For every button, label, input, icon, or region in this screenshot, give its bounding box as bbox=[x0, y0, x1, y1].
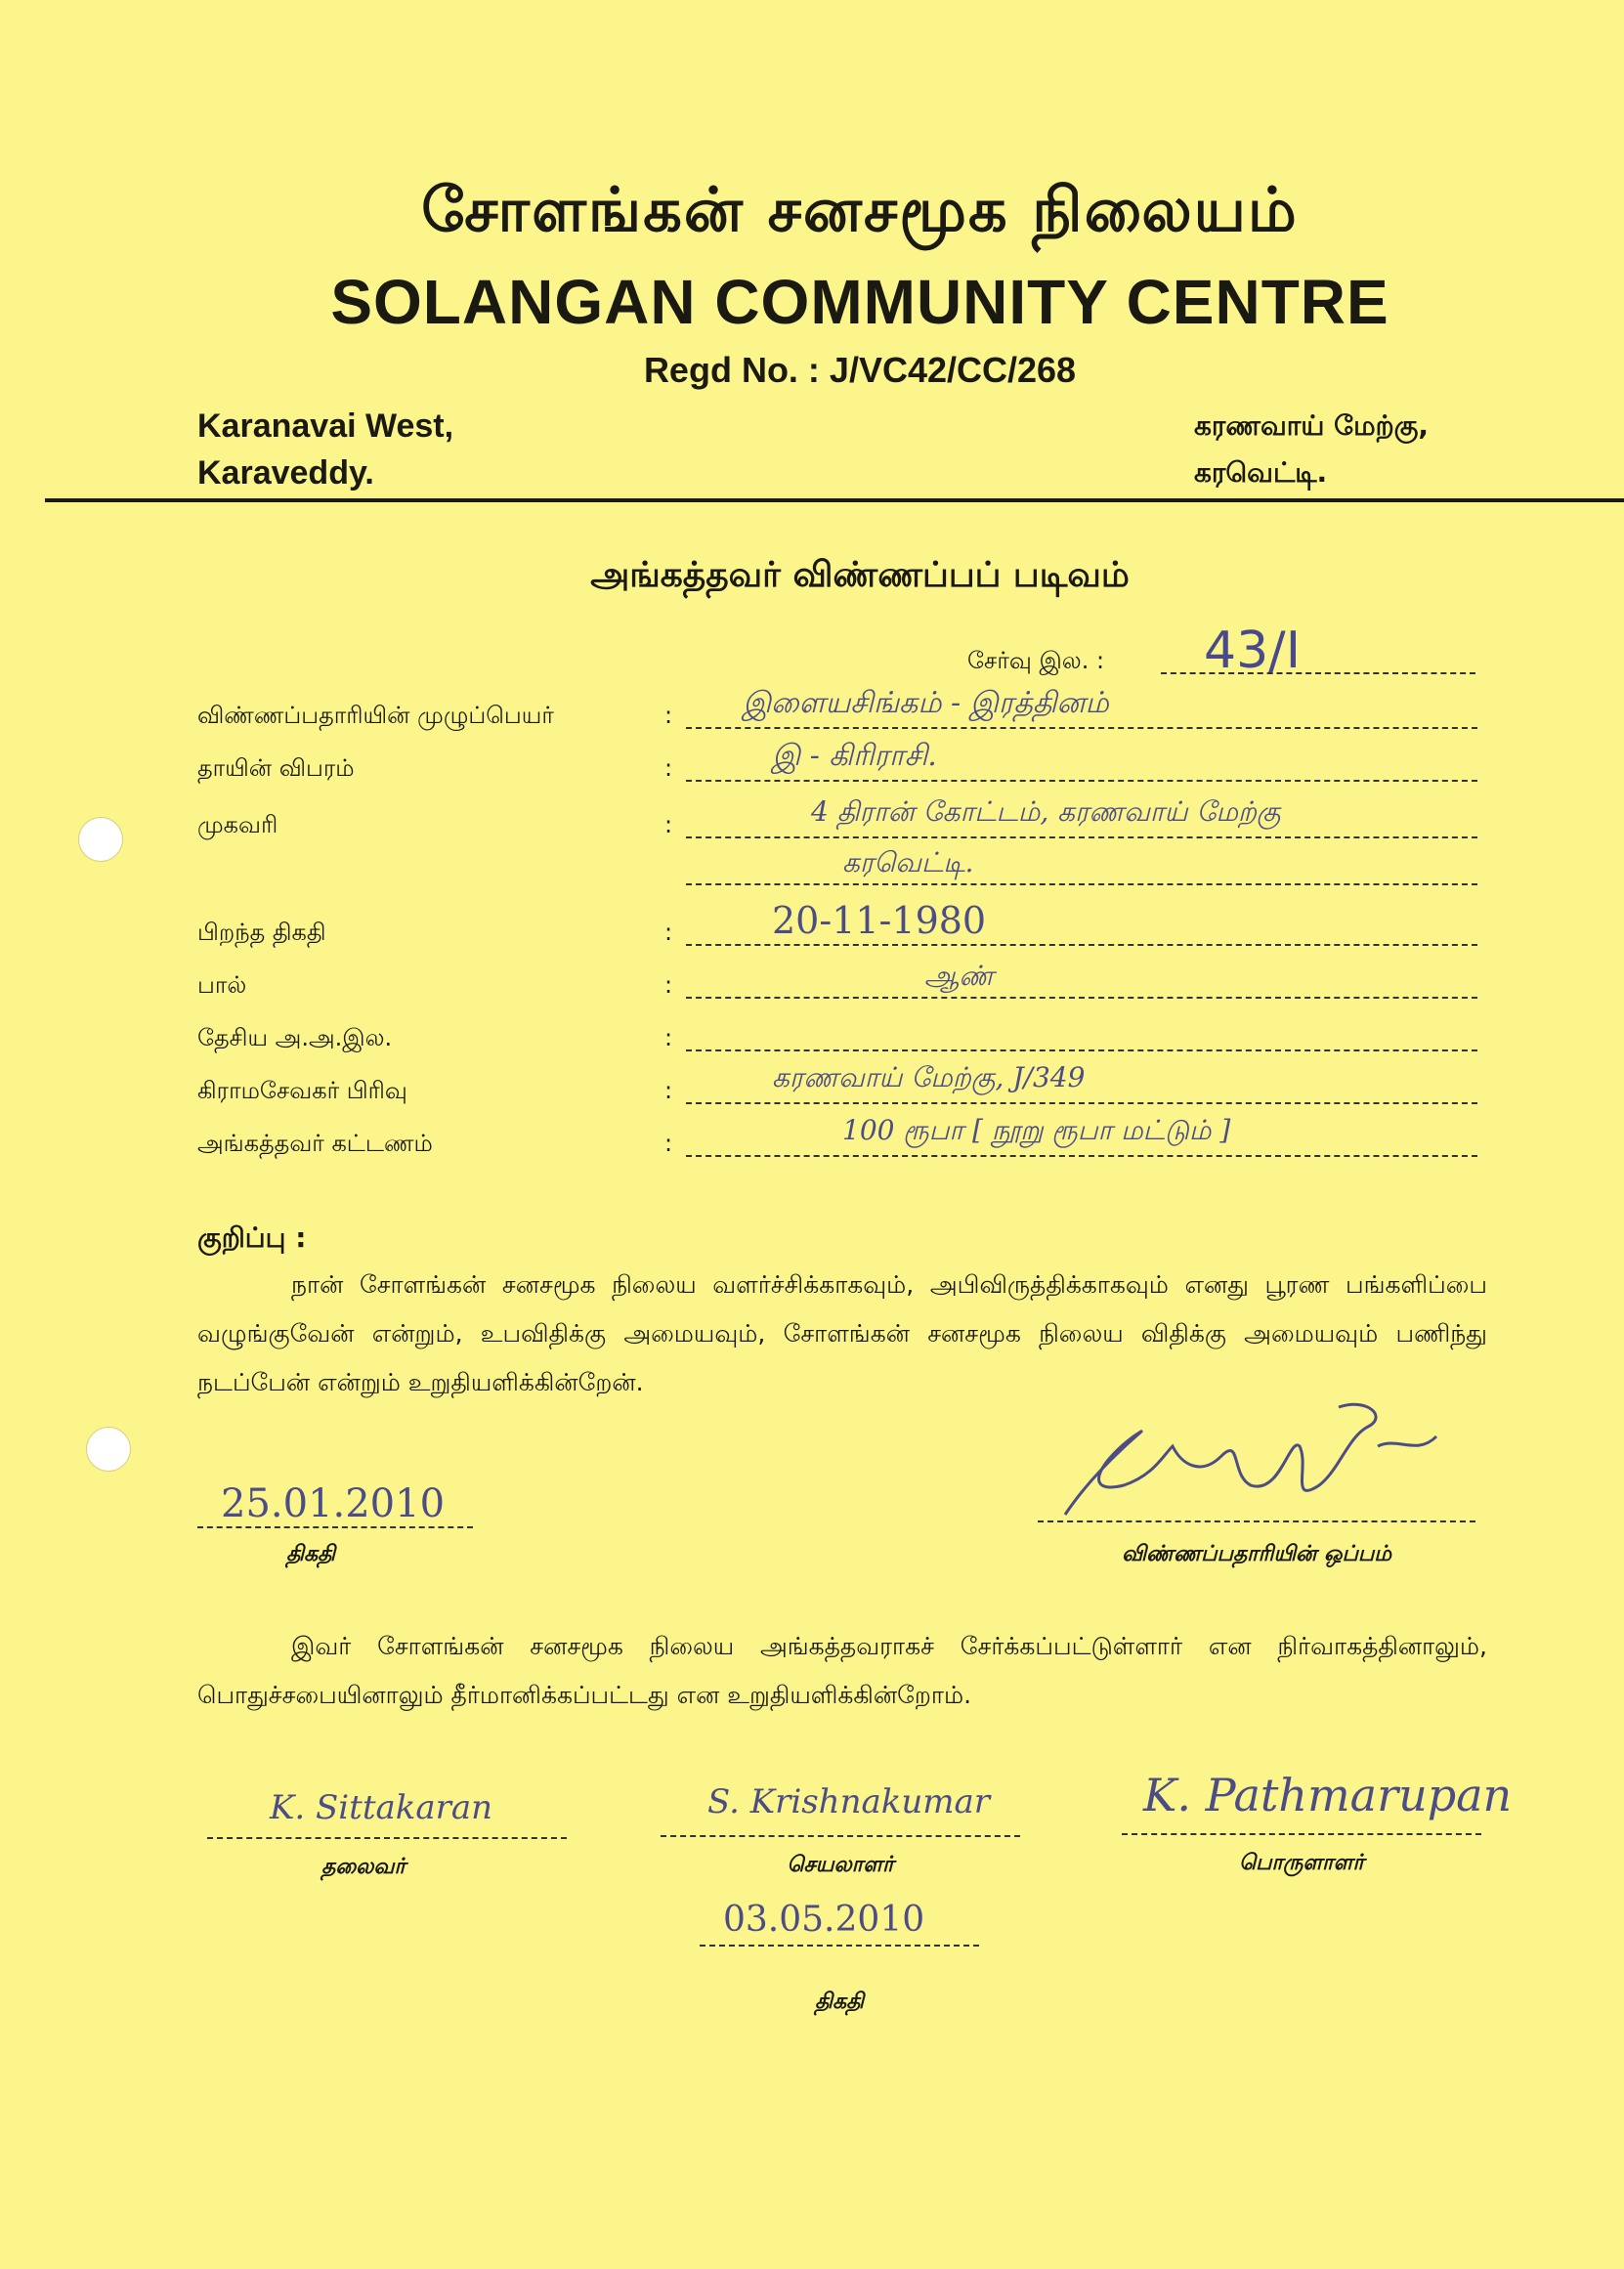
field-value-mother: இ - கிரிராசி. bbox=[772, 739, 937, 773]
field-label-nic: தேசிய அ.அ.இல. bbox=[197, 1024, 393, 1051]
header-divider bbox=[45, 498, 1624, 502]
secretary-signature-line bbox=[661, 1835, 1020, 1837]
final-date-value: 03.05.2010 bbox=[723, 1900, 925, 1940]
field-line-gs-division bbox=[686, 1102, 1477, 1104]
field-value-address: 4 திரான் கோட்டம், கரணவாய் மேற்கு bbox=[811, 795, 1281, 828]
field-colon: : bbox=[664, 919, 673, 946]
president-signature-line bbox=[207, 1837, 567, 1839]
field-line-nic bbox=[686, 1049, 1477, 1051]
field-colon: : bbox=[664, 1130, 673, 1157]
field-colon: : bbox=[664, 1077, 673, 1104]
confirmation-paragraph: இவர் சோளங்கன் சனசமூக நிலைய அங்கத்தவராகச் சேர்க்கப்பட்டுள்ளார் என நிர்வாகத்தினாலும், பொதுச்சபையினாலும் தீர்மானிக்கப்பட்டது என உறுதியளிக்கின்றோம். bbox=[197, 1632, 1487, 1709]
field-label-mother: தாயின் விபரம் bbox=[197, 754, 355, 782]
address-tamil-line1: கரணவாய் மேற்கு, bbox=[1194, 409, 1430, 442]
field-value-gs-division: கரணவாய் மேற்கு, J/349 bbox=[772, 1061, 1086, 1093]
field-label-address: முகவரி bbox=[197, 811, 278, 838]
applicant-date-value: 25.01.2010 bbox=[221, 1481, 446, 1526]
field-colon: : bbox=[664, 1024, 673, 1051]
field-colon: : bbox=[664, 702, 673, 729]
field-line-birth-date bbox=[686, 944, 1477, 946]
field-line-mother bbox=[686, 780, 1477, 782]
president-caption: தலைவர் bbox=[321, 1855, 406, 1879]
serial-number-value: 43/I bbox=[1204, 621, 1302, 680]
field-line-address-2 bbox=[686, 883, 1477, 885]
applicant-signature-caption: விண்ணப்பதாரியின் ஒப்பம் bbox=[1122, 1542, 1391, 1566]
punch-hole bbox=[78, 817, 123, 862]
address-english-line2: Karaveddy. bbox=[197, 454, 374, 492]
english-title: SOLANGAN COMMUNITY CENTRE bbox=[330, 267, 1389, 337]
treasurer-signature-line bbox=[1122, 1833, 1481, 1835]
tamil-title: சோளங்கன் சனசமூக நிலையம் bbox=[421, 174, 1299, 245]
field-label-gs-division: கிராமசேவகர் பிரிவு bbox=[197, 1077, 407, 1104]
field-line-sex bbox=[686, 997, 1477, 999]
field-label-membership-fee: அங்கத்தவர் கட்டணம் bbox=[197, 1130, 433, 1157]
treasurer-signature: K. Pathmarupan bbox=[1143, 1769, 1513, 1821]
treasurer-caption: பொருளாளர் bbox=[1238, 1851, 1365, 1875]
address-tamil-line2: கரவெட்டி. bbox=[1194, 456, 1328, 489]
field-line-membership-fee bbox=[686, 1155, 1477, 1157]
applicant-date-line bbox=[197, 1526, 473, 1528]
applicant-date-caption: திகதி bbox=[285, 1542, 336, 1566]
field-value-address-2: கரவெட்டி. bbox=[842, 846, 974, 878]
field-colon: : bbox=[664, 971, 673, 999]
final-date-line bbox=[700, 1945, 979, 1947]
note-heading: குறிப்பு : bbox=[197, 1221, 307, 1254]
address-english bbox=[197, 403, 453, 496]
field-colon: : bbox=[664, 811, 673, 838]
address-english-line1: Karanavai West, bbox=[197, 407, 454, 445]
field-label-birth-date: பிறந்த திகதி bbox=[197, 919, 326, 946]
field-line-address bbox=[686, 836, 1477, 838]
field-label-full-name: விண்ணப்பதாரியின் முழுப்பெயர் bbox=[197, 702, 554, 729]
applicant-signature-stroke bbox=[1065, 1404, 1436, 1515]
field-colon: : bbox=[664, 754, 673, 782]
declaration-paragraph: நான் சோளங்கன் சனசமூக நிலைய வளர்ச்சிக்காகவும், அபிவிருத்திக்காகவும் எனது பூரண பங்களிப்பை வழுங்குவேன் என்றும், உபவிதிக்கு அமையவும், சோளங்கன் சனசமூக நிலைய விதிக்கு அமையவும் பணிந்து நடப்பேன் என்றும் உறுதியளிக்கின்றேன். bbox=[197, 1270, 1487, 1396]
serial-number-label: சேர்வு இல. : bbox=[967, 647, 1105, 674]
field-label-sex: பால் bbox=[197, 971, 247, 999]
secretary-signature: S. Krishnakumar bbox=[707, 1782, 990, 1821]
form-title: அங்கத்தவர் விண்ணப்பப் படிவம் bbox=[590, 555, 1130, 595]
field-value-birth-date: 20-11-1980 bbox=[772, 899, 987, 942]
punch-hole bbox=[86, 1427, 131, 1472]
applicant-signature bbox=[1046, 1378, 1456, 1524]
field-value-sex: ஆண் bbox=[924, 960, 995, 992]
president-signature: K. Sittakaran bbox=[270, 1788, 493, 1827]
applicant-signature-line bbox=[1038, 1520, 1475, 1522]
final-date-caption: திகதி bbox=[814, 1990, 865, 2014]
field-line-full-name bbox=[686, 727, 1477, 729]
field-value-membership-fee: 100 ரூபா [ நூறு ரூபா மட்டும் ] bbox=[842, 1114, 1231, 1146]
address-tamil bbox=[1194, 403, 1429, 496]
field-value-full-name: இளையசிங்கம் - இரத்தினம் bbox=[743, 686, 1109, 720]
secretary-caption: செயலாளர் bbox=[787, 1853, 894, 1877]
registration-number: Regd No. : J/VC42/CC/268 bbox=[643, 350, 1077, 390]
